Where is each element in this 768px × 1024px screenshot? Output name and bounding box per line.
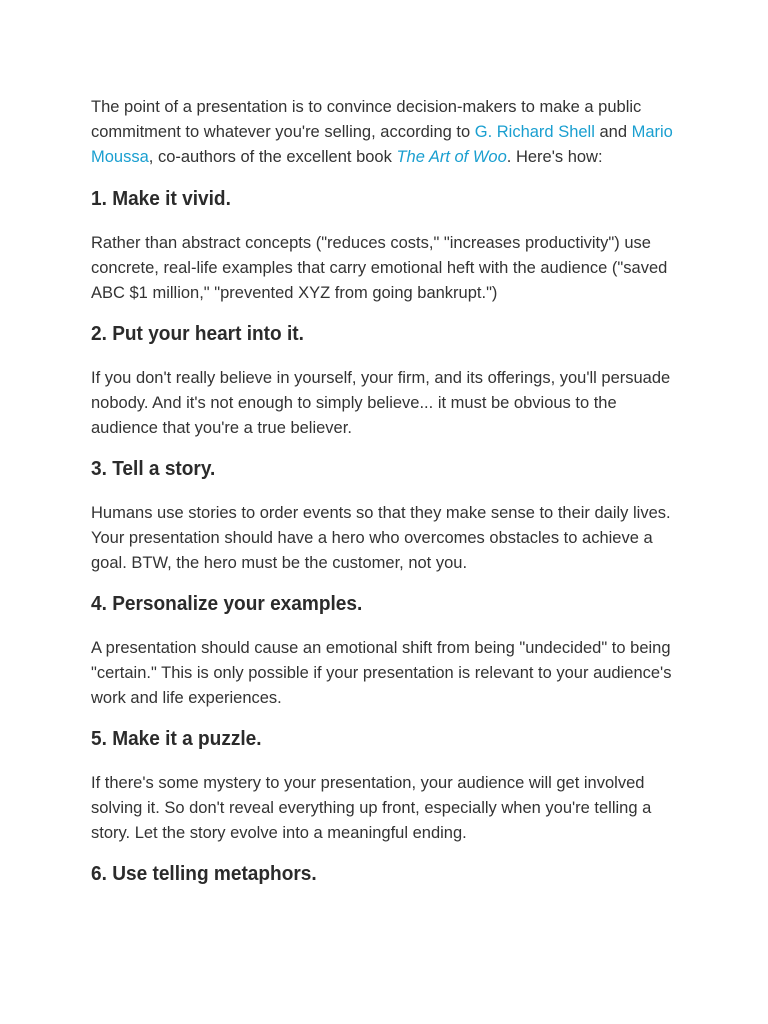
section-heading-5: 5. Make it a puzzle.	[91, 727, 262, 750]
document-page	[91, 95, 681, 886]
section-body-3: Humans use stories to order events so that they make sense to their daily lives. Your presentation should have a hero who overcomes obstacles to achieve a goal. BTW, the hero must be the customer, not you.	[91, 504, 671, 572]
section-heading-4: 4. Personalize your examples.	[91, 592, 363, 615]
section-heading-3: 3. Tell a story.	[91, 457, 216, 480]
intro-paragraph	[91, 95, 681, 170]
author-link-richard-shell[interactable]: G. Richard Shell	[474, 123, 595, 141]
author-link-mario-moussa[interactable]: Mario Moussa	[91, 123, 673, 166]
section-body-2: If you don't really believe in yourself, your firm, and its offerings, you'll persuade nobody. And it's not enough to simply believe... it must be obvious to the audience that you're a true believer.	[91, 369, 671, 437]
section-body-4: A presentation should cause an emotional shift from being "undecided" to being "certain." This is only possible if your presentation is relevant to your audience's work and life experiences.	[91, 639, 672, 707]
book-title-link[interactable]: The Art of Woo	[396, 148, 507, 166]
section-body-1: Rather than abstract concepts ("reduces costs," "increases productivity") use concrete, real-life examples that carry emotional heft with the audience ("saved ABC $1 million," "prevented XYZ from going bankrupt.")	[91, 234, 668, 302]
intro-text-coauthors: , co-authors of the excellent book	[148, 148, 397, 166]
section-body-5: If there's some mystery to your presentation, your audience will get involved solving it. So don't reveal everything up front, especially when you're telling a story. Let the story evolve into a meaningful ending.	[91, 774, 652, 842]
section-heading-2: 2. Put your heart into it.	[91, 322, 304, 345]
intro-text-start: The point of a presentation is to convince decision-makers to make a public commitment to whatever you're selling, according to	[91, 98, 642, 141]
section-heading-6: 6. Use telling metaphors.	[91, 862, 317, 885]
section-heading-1: 1. Make it vivid.	[91, 187, 231, 210]
intro-text-and: and	[594, 123, 632, 141]
intro-text-end: . Here's how:	[506, 148, 603, 166]
